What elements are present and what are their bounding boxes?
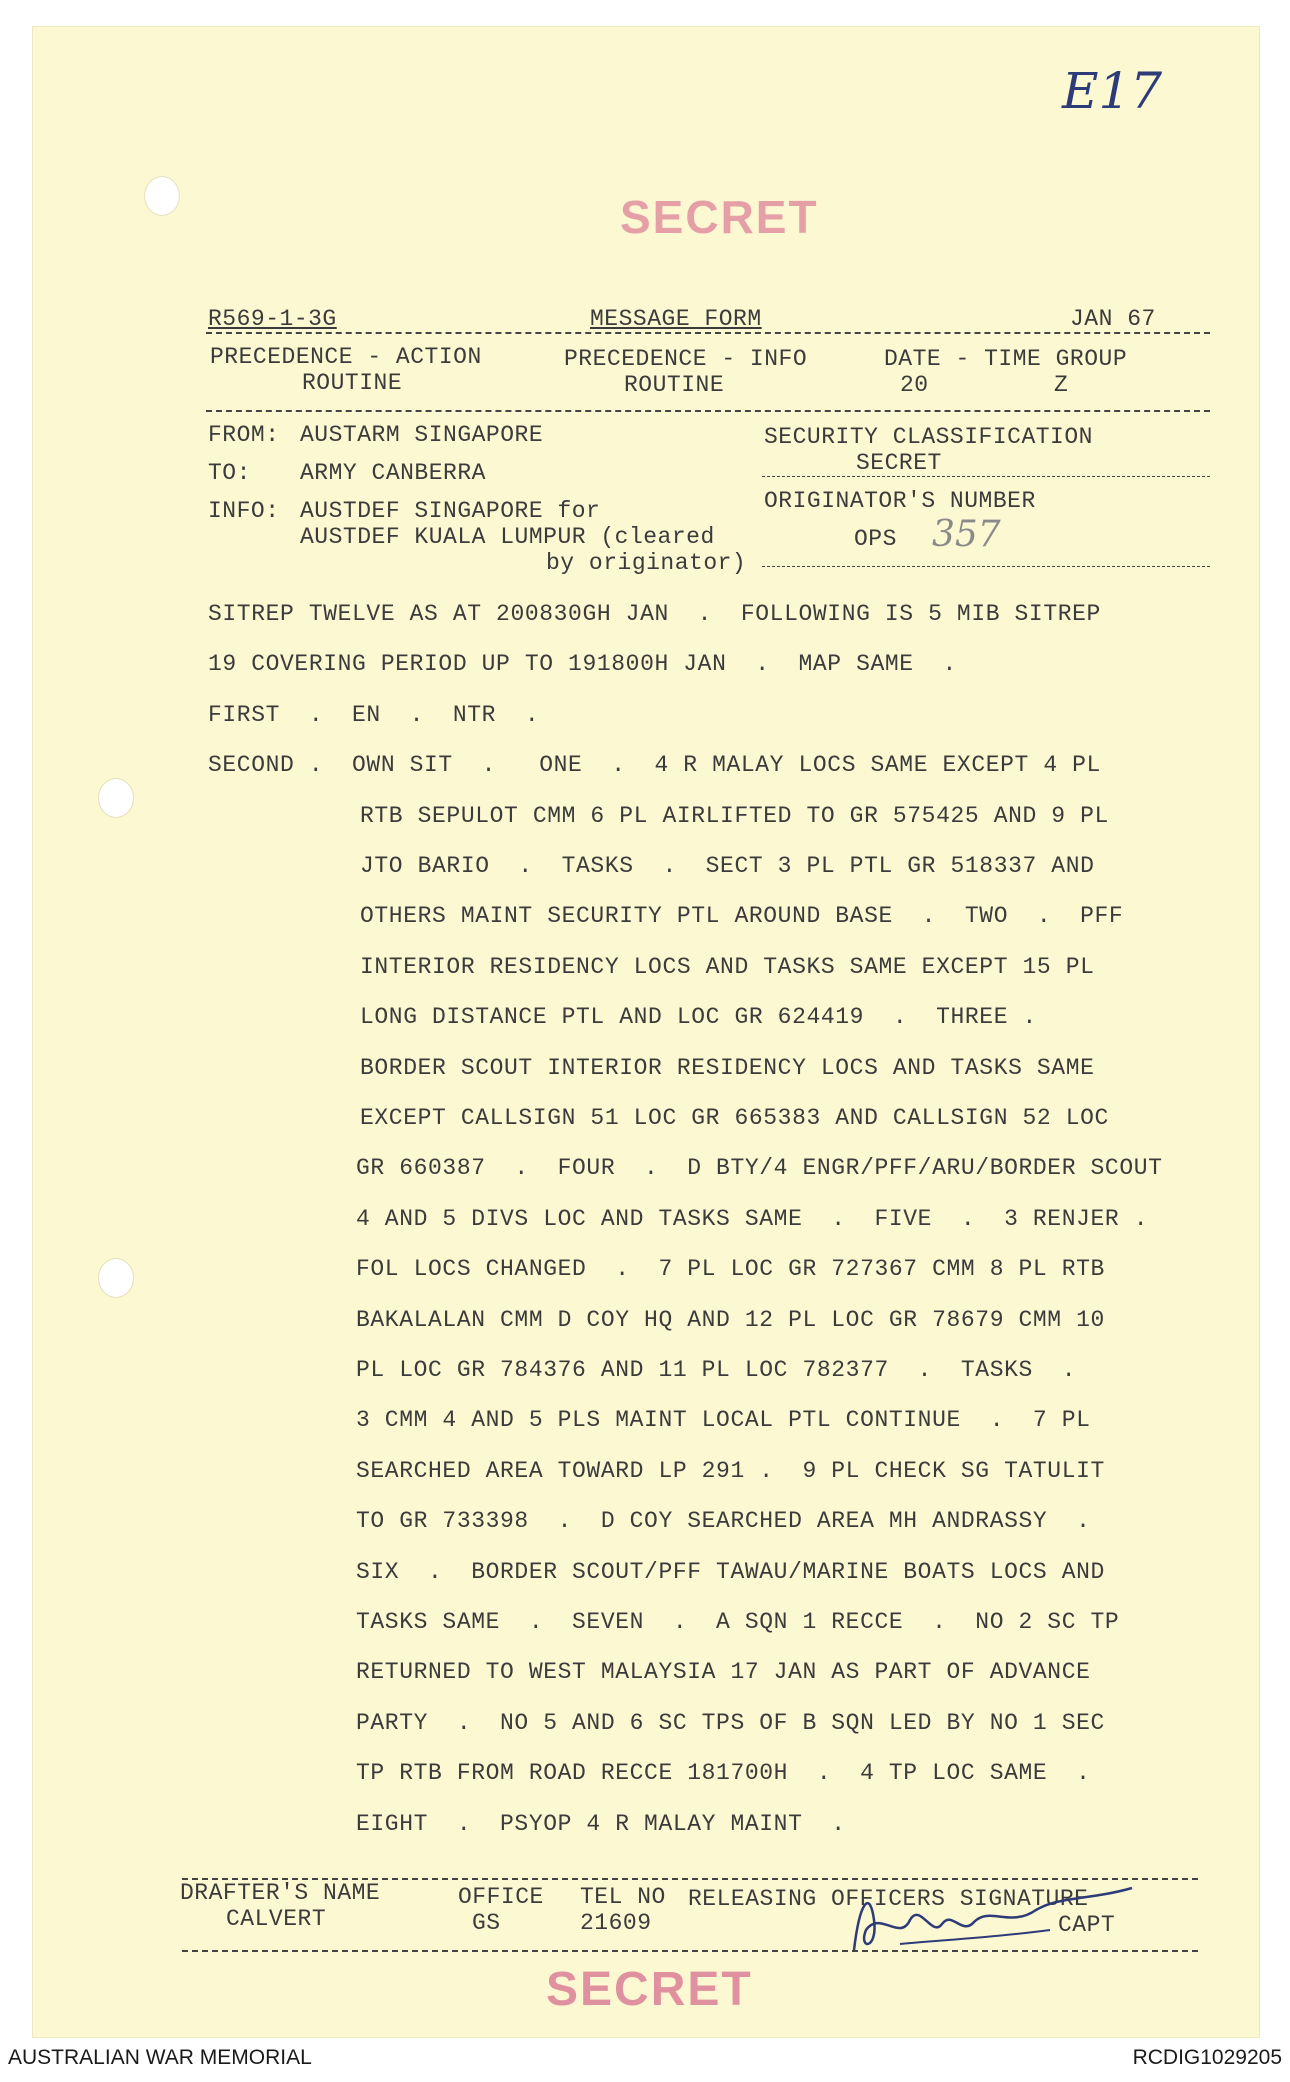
message-line: TP RTB FROM ROAD RECCE 181700H . 4 TP LOC SAME . [356, 1760, 1091, 1786]
message-line: SEARCHED AREA TOWARD LP 291 . 9 PL CHECK SG TATULIT [356, 1458, 1105, 1484]
message-line: SITREP TWELVE AS AT 200830GH JAN . FOLLOWING IS 5 MIB SITREP [208, 601, 1101, 627]
message-line: PL LOC GR 784376 AND 11 PL LOC 782377 . TASKS . [356, 1357, 1077, 1383]
tel-value: 21609 [580, 1910, 652, 1936]
from-label: FROM: [208, 422, 280, 448]
punch-hole [98, 778, 134, 818]
drafter-label: DRAFTER'S NAME [180, 1880, 381, 1906]
office-value: GS [472, 1910, 501, 1936]
security-classification-label: SECURITY CLASSIFICATION [764, 424, 1093, 450]
message-line: LONG DISTANCE PTL AND LOC GR 624419 . THREE . [360, 1004, 1037, 1030]
footer-bottom-rule [182, 1950, 1198, 1952]
form-title: MESSAGE FORM [590, 306, 762, 332]
info-label: INFO: [208, 498, 280, 524]
secret-stamp-bottom: SECRET [546, 1963, 753, 2016]
message-line: FIRST . EN . NTR . [208, 702, 540, 728]
releasing-signature-label: RELEASING OFFICERS SIGNATURE [688, 1886, 1089, 1912]
punch-hole [98, 1258, 134, 1298]
message-line: RTB SEPULOT CMM 6 PL AIRLIFTED TO GR 575425 AND 9 PL [360, 803, 1109, 829]
releasing-rank: CAPT [1058, 1912, 1116, 1938]
drafter-value: CALVERT [226, 1906, 327, 1932]
originator-number-label: ORIGINATOR'S NUMBER [764, 488, 1036, 514]
originator-number-handwritten: 357 [932, 514, 1001, 555]
archive-id: RCDIG1029205 [1132, 2046, 1282, 2069]
message-line: BAKALALAN CMM D COY HQ AND 12 PL LOC GR 78679 CMM 10 [356, 1307, 1105, 1333]
message-line: SECOND . OWN SIT . ONE . 4 R MALAY LOCS SAME EXCEPT 4 PL [208, 752, 1101, 778]
info-line-2: AUSTDEF KUALA LUMPUR (cleared [300, 524, 715, 550]
archive-name: AUSTRALIAN WAR MEMORIAL [8, 2046, 312, 2069]
to-label: TO: [208, 460, 251, 486]
handwritten-annotation: E17 [1062, 62, 1163, 120]
message-line: BORDER SCOUT INTERIOR RESIDENCY LOCS AND TASKS SAME [360, 1055, 1095, 1081]
originator-rule [762, 566, 1210, 567]
punch-hole [144, 176, 180, 216]
message-line: 3 CMM 4 AND 5 PLS MAINT LOCAL PTL CONTINUE . 7 PL [356, 1407, 1091, 1433]
security-rule [762, 476, 1210, 477]
secret-stamp-top: SECRET [620, 191, 819, 243]
to-value: ARMY CANBERRA [300, 460, 486, 486]
message-line: 4 AND 5 DIVS LOC AND TASKS SAME . FIVE . 3 RENJER . [356, 1206, 1149, 1232]
precedence-info-label: PRECEDENCE - INFO [564, 346, 808, 372]
message-line: PARTY . NO 5 AND 6 SC TPS OF B SQN LED BY NO 1 SEC [356, 1710, 1105, 1736]
security-classification-value: SECRET [856, 450, 942, 476]
precedence-rule [206, 410, 1210, 412]
message-line: TASKS SAME . SEVEN . A SQN 1 RECCE . NO 2 SC TP [356, 1609, 1120, 1635]
tel-label: TEL NO [580, 1884, 666, 1910]
message-line: RETURNED TO WEST MALAYSIA 17 JAN AS PART OF ADVANCE [356, 1659, 1091, 1685]
info-line-3: by originator) [546, 550, 747, 576]
message-line: GR 660387 . FOUR . D BTY/4 ENGR/PFF/ARU/BORDER SCOUT [356, 1155, 1163, 1181]
message-line: SIX . BORDER SCOUT/PFF TAWAU/MARINE BOATS LOCS AND [356, 1559, 1105, 1585]
info-line-1: AUSTDEF SINGAPORE for [300, 498, 601, 524]
precedence-info-value: ROUTINE [624, 372, 725, 398]
message-line: EIGHT . PSYOP 4 R MALAY MAINT . [356, 1811, 846, 1837]
message-line: EXCEPT CALLSIGN 51 LOC GR 665383 AND CALLSIGN 52 LOC [360, 1105, 1109, 1131]
office-label: OFFICE [458, 1884, 544, 1910]
reference-number: R569-1-3G [208, 306, 337, 332]
dtg-zone: Z [1054, 372, 1069, 398]
from-value: AUSTARM SINGAPORE [300, 422, 544, 448]
dtg-date: 20 [900, 372, 929, 398]
precedence-action-label: PRECEDENCE - ACTION [210, 344, 482, 370]
originator-prefix: OPS [854, 526, 897, 552]
dtg-label: DATE - TIME GROUP [884, 346, 1128, 372]
message-line: 19 COVERING PERIOD UP TO 191800H JAN . MAP SAME . [208, 651, 957, 677]
header-rule [206, 332, 1210, 334]
form-date: JAN 67 [1070, 306, 1156, 332]
message-line: INTERIOR RESIDENCY LOCS AND TASKS SAME EXCEPT 15 PL [360, 954, 1095, 980]
message-line: OTHERS MAINT SECURITY PTL AROUND BASE . TWO . PFF [360, 903, 1124, 929]
message-line: FOL LOCS CHANGED . 7 PL LOC GR 727367 CMM 8 PL RTB [356, 1256, 1105, 1282]
message-line: TO GR 733398 . D COY SEARCHED AREA MH ANDRASSY . [356, 1508, 1091, 1534]
signature-scribble [840, 1880, 1140, 1960]
message-line: JTO BARIO . TASKS . SECT 3 PL PTL GR 518337 AND [360, 853, 1095, 879]
precedence-action-value: ROUTINE [302, 370, 403, 396]
